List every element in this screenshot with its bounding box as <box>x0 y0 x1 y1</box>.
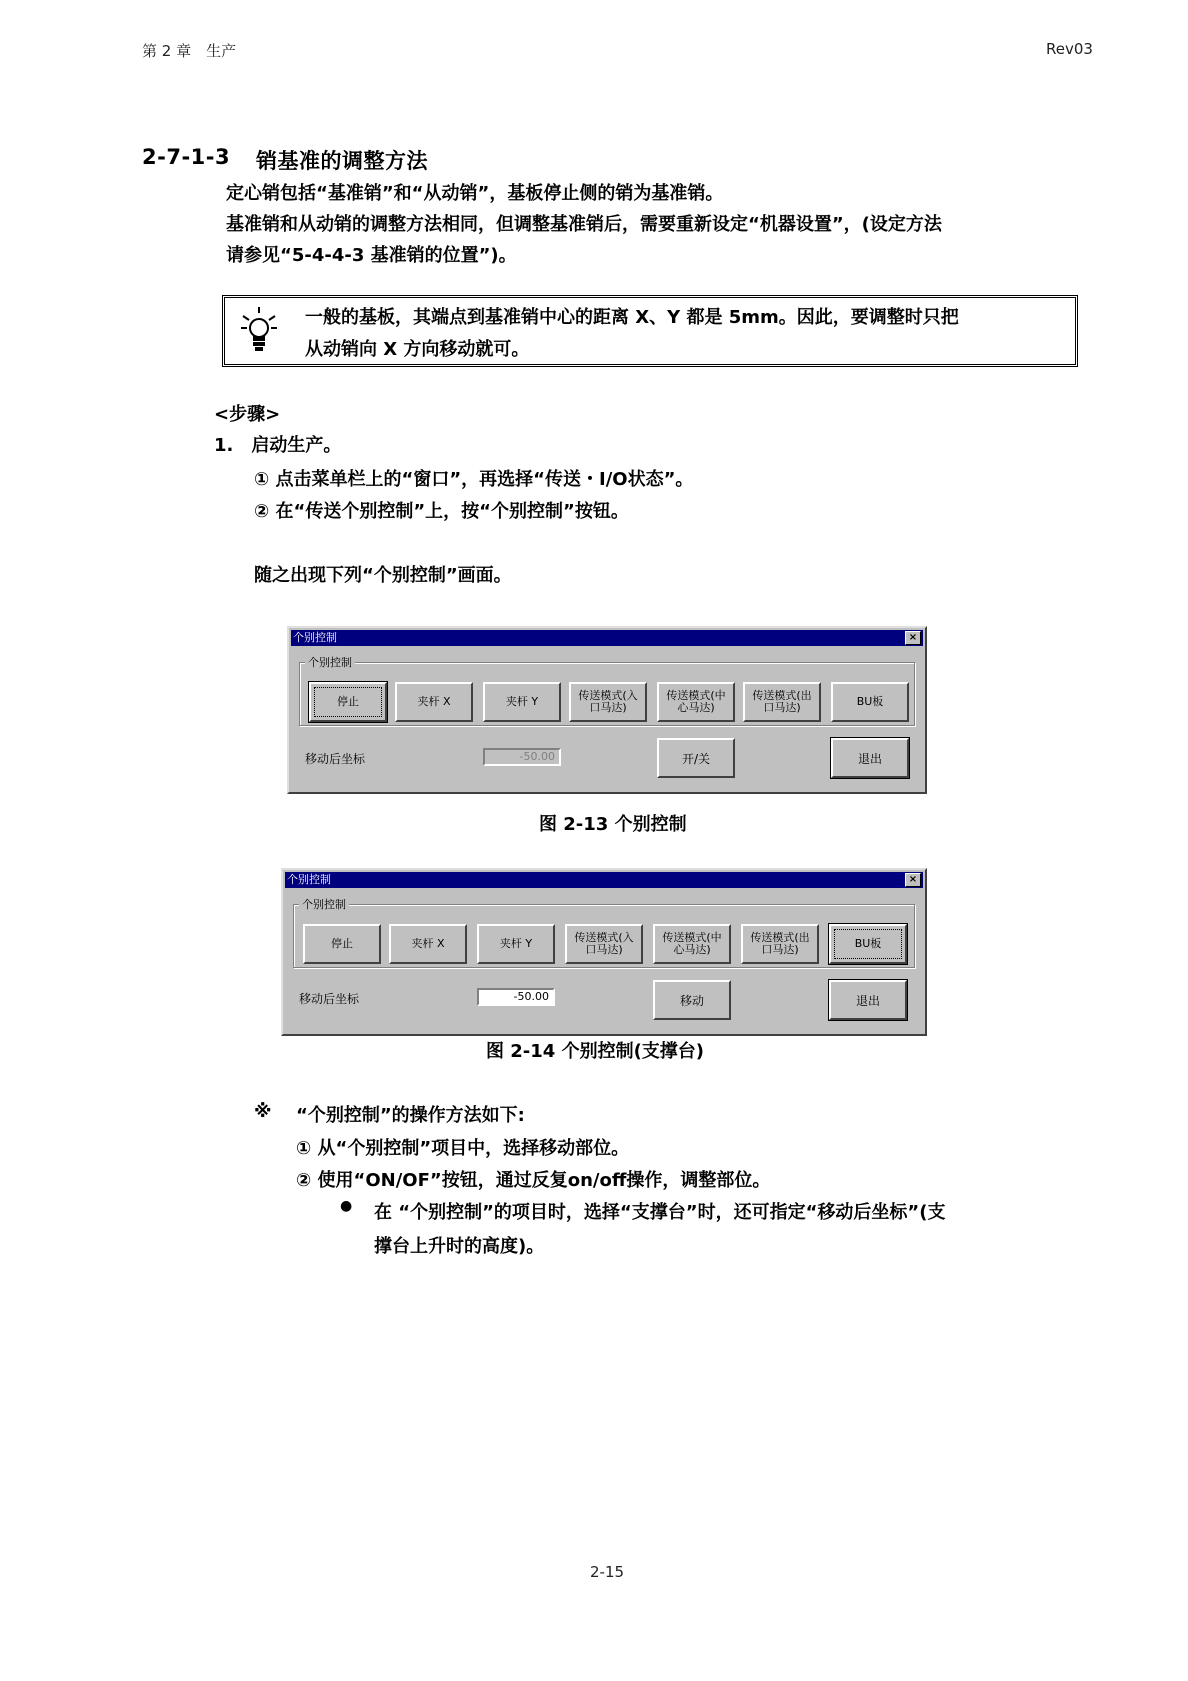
step-1-sub-2: ② 在“传送个别控制”上，按“个别控制”按钮。 <box>254 501 629 522</box>
revision-label: Rev03 <box>1046 40 1093 58</box>
lightbulb-icon <box>239 306 279 354</box>
bu-board-button[interactable]: BU板 <box>829 924 907 964</box>
dialog-title: 个别控制 <box>285 872 923 888</box>
bullet-mark: ● <box>340 1198 353 1214</box>
coord-label: 移动后坐标 <box>299 992 360 1006</box>
steps-heading: <步骤> <box>214 404 281 425</box>
coord-label: 移动后坐标 <box>305 752 366 766</box>
conveyor-exit-motor-button[interactable]: 传送模式(出口马达) <box>741 924 819 964</box>
step-1-sub-1: ① 点击菜单栏上的“窗口”，再选择“传送・I/O状态”。 <box>254 469 694 490</box>
conveyor-center-motor-button[interactable]: 传送模式(中心马达) <box>657 682 735 722</box>
close-icon[interactable]: × <box>905 873 921 887</box>
intro-paragraph-line-1: 定心销包括“基准销”和“从动销”，基板停止侧的销为基准销。 <box>226 183 724 204</box>
figure-caption-2-13: 图 2-13 个别控制 <box>539 814 687 835</box>
stop-button[interactable]: 停止 <box>309 682 387 722</box>
step-1: 1. 启动生产。 <box>214 435 342 456</box>
dialog-title: 个别控制 <box>291 630 923 646</box>
coord-input[interactable]: -50.00 <box>483 748 561 766</box>
conveyor-exit-motor-button[interactable]: 传送模式(出口马达) <box>743 682 821 722</box>
group-label: 个别控制 <box>299 896 349 912</box>
conveyor-center-motor-button[interactable]: 传送模式(中心马达) <box>653 924 731 964</box>
exit-button[interactable]: 退出 <box>829 980 907 1020</box>
stop-button[interactable]: 停止 <box>303 924 381 964</box>
move-button[interactable]: 移动 <box>653 980 731 1020</box>
note-mark: ※ <box>254 1101 272 1122</box>
close-icon[interactable]: × <box>905 631 921 645</box>
note-text <box>305 302 959 366</box>
note-line-1: 一般的基板，其端点到基准销中心的距离 X、Y 都是 5mm。因此，要调整时只把 <box>305 307 959 328</box>
step-followup: 随之出现下列“个别控制”画面。 <box>254 565 512 586</box>
page-number: 2-15 <box>590 1563 625 1581</box>
group-label: 个别控制 <box>305 654 355 670</box>
figure-caption-2-14: 图 2-14 个别控制(支撑台) <box>486 1041 705 1062</box>
section-number: 2-7-1-3 <box>142 145 231 169</box>
individual-control-dialog-support <box>281 868 927 1036</box>
exit-button[interactable]: 退出 <box>831 738 909 778</box>
clamp-y-button[interactable]: 夹杆 Y <box>477 924 555 964</box>
individual-control-dialog <box>287 626 927 794</box>
conveyor-entry-motor-button[interactable]: 传送模式(入口马达) <box>565 924 643 964</box>
section-title: 销基准的调整方法 <box>256 149 428 173</box>
conveyor-entry-motor-button[interactable]: 传送模式(入口马达) <box>569 682 647 722</box>
intro-paragraph-line-2: 基准销和从动销的调整方法相同，但调整基准销后，需要重新设定“机器设置”，(设定方法 <box>226 214 942 235</box>
bullet-line-1: 在 “个别控制”的项目时，选择“支撑台”时，还可指定“移动后坐标”(支 <box>374 1202 946 1223</box>
clamp-y-button[interactable]: 夹杆 Y <box>483 682 561 722</box>
op-2: ② 使用“ON/OF”按钮，通过反复on/off操作，调整部位。 <box>296 1170 771 1191</box>
ops-intro: “个别控制”的操作方法如下: <box>296 1105 525 1126</box>
on-off-button[interactable]: 开/关 <box>657 738 735 778</box>
chapter-header: 第 2 章 生产 <box>142 42 237 60</box>
note-line-2: 从动销向 X 方向移动就可。 <box>305 339 530 360</box>
clamp-x-button[interactable]: 夹杆 X <box>389 924 467 964</box>
intro-paragraph-line-3: 请参见“5-4-4-3 基准销的位置”)。 <box>226 245 517 266</box>
coord-input[interactable]: -50.00 <box>477 988 555 1006</box>
clamp-x-button[interactable]: 夹杆 X <box>395 682 473 722</box>
bu-board-button[interactable]: BU板 <box>831 682 909 722</box>
op-1: ① 从“个别控制”项目中，选择移动部位。 <box>296 1138 630 1159</box>
note-box <box>222 295 1078 367</box>
bullet-line-2: 撑台上升时的高度)。 <box>374 1236 545 1257</box>
